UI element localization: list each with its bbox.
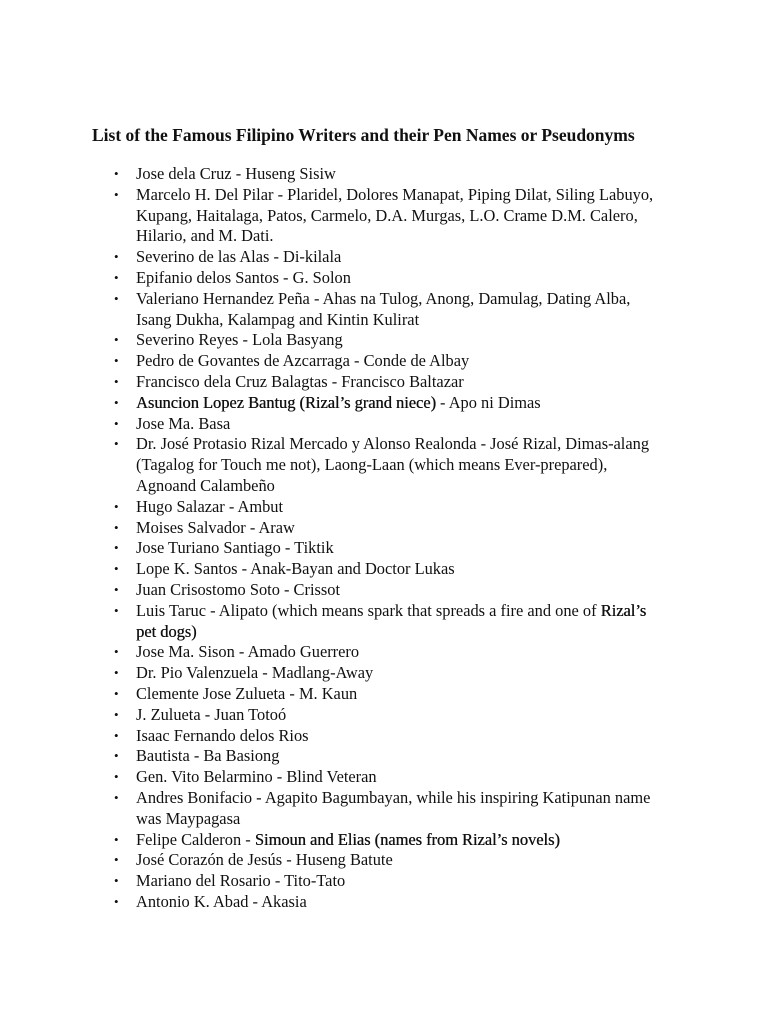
writer-name: Severino de las Alas: [136, 247, 270, 267]
writer-name: Asuncion Lopez Bantug (Rizal’s grand niece): [136, 392, 436, 412]
separator: -: [272, 767, 287, 787]
bullet-icon: •: [114, 893, 119, 909]
writer-name: Valeriano Hernandez Peña: [136, 288, 310, 308]
writer-name: Jose Turiano Santiago: [136, 538, 281, 558]
bullet-icon: •: [114, 290, 119, 306]
writer-name: Clemente Jose Zulueta: [136, 683, 286, 703]
pen-names: Plaridel, Dolores Manapat, Piping Dilat, Siling Labuyo, Kupang, Haitalaga, Patos, Carmelo, D.A. Murgas, L.O. Crame D.M. Calero, Hilario, and M. Dati.: [136, 184, 654, 246]
bullet-icon: •: [114, 831, 119, 847]
writer-name: Jose Ma. Sison: [136, 642, 235, 662]
separator: -: [273, 184, 288, 204]
pen-names: Francisco Baltazar: [341, 371, 464, 391]
pen-names-emphasis: Simoun and Elias (names from Rizal’s novels): [254, 829, 560, 849]
list-item: [0, 601, 656, 643]
list-item: [0, 185, 656, 247]
separator: -: [189, 746, 204, 766]
writer-name: Antonio K. Abad: [136, 891, 249, 911]
writer-name: Hugo Salazar: [136, 496, 225, 516]
separator: -: [279, 579, 294, 599]
list-item: [0, 372, 656, 393]
writer-name: Pedro de Govantes de Azcarraga: [136, 351, 350, 371]
bullet-icon: •: [114, 498, 119, 514]
separator: -: [269, 247, 284, 267]
writer-name: Bautista: [136, 746, 190, 766]
list-item: [0, 559, 656, 580]
writer-name: Epifanio delos Santos: [136, 267, 279, 287]
writer-name: Dr. Pio Valenzuela: [136, 663, 259, 683]
writer-name: Dr. José Protasio Rizal Mercado y Alonso Realonda: [136, 434, 477, 454]
separator: -: [241, 829, 255, 849]
separator: -: [327, 371, 342, 391]
list-item: [0, 497, 656, 518]
writer-name: Luis Taruc: [136, 600, 207, 620]
pen-names: Tiktik: [294, 538, 334, 558]
pen-names: Madlang-Away: [271, 663, 374, 683]
pen-names: Lola Basyang: [252, 330, 343, 350]
separator: -: [349, 351, 364, 371]
bullet-icon: •: [114, 186, 119, 202]
list-item: [0, 726, 656, 747]
separator: -: [200, 704, 215, 724]
pen-names-emphasis: Rizal’s pet dogs): [136, 600, 647, 641]
list-item: [0, 164, 656, 185]
separator: -: [278, 267, 293, 287]
pen-names: Huseng Batute: [295, 850, 393, 870]
list-item: [0, 414, 656, 435]
separator: -: [435, 392, 449, 412]
bullet-icon: •: [114, 394, 119, 410]
bullet-icon: •: [114, 269, 119, 285]
list-item: [0, 268, 656, 289]
bullet-icon: •: [114, 519, 119, 535]
list-item: [0, 705, 656, 726]
writer-name: Mariano del Rosario: [136, 871, 271, 891]
writer-name: Isaac Fernando delos Rios: [136, 725, 309, 745]
writer-name: Andres Bonifacio: [136, 787, 253, 807]
separator: -: [280, 538, 295, 558]
pen-names: Alipato (which means spark that spreads a fire and one of: [218, 600, 601, 620]
list-item: [0, 871, 656, 892]
bullet-icon: •: [114, 436, 119, 452]
separator: -: [224, 496, 238, 516]
bullet-icon: •: [114, 332, 119, 348]
writer-name: J. Zulueta: [136, 704, 201, 724]
list-item: [0, 538, 656, 559]
pen-names: Conde de Albay: [363, 351, 470, 371]
writer-name: Gen. Vito Belarmino: [136, 767, 273, 787]
bullet-icon: •: [114, 665, 119, 681]
list-item: [0, 247, 656, 268]
list-item: [0, 393, 656, 414]
writer-name: Severino Reyes: [136, 330, 239, 350]
list-item: [0, 892, 656, 913]
bullet-icon: •: [114, 415, 119, 431]
pen-names: Tito-Tato: [284, 871, 346, 891]
separator: -: [231, 164, 246, 183]
separator: -: [245, 517, 259, 537]
writer-name: Lope K. Santos: [136, 559, 238, 579]
pen-names: Crissot: [293, 579, 340, 599]
bullet-icon: •: [114, 373, 119, 389]
list-item: [0, 330, 656, 351]
pen-names: Juan Totoó: [214, 704, 287, 724]
writer-name: Jose Ma. Basa: [136, 413, 231, 433]
bullet-icon: •: [114, 249, 119, 265]
writer-name: Francisco dela Cruz Balagtas: [136, 371, 328, 391]
pen-names: Blind Veteran: [286, 767, 377, 787]
writer-name: Jose dela Cruz: [136, 164, 232, 183]
pen-names: Araw: [258, 517, 295, 537]
pen-names: Huseng Sisiw: [245, 164, 336, 183]
separator: -: [258, 663, 272, 683]
pen-names: Ba Basiong: [203, 746, 280, 766]
separator: -: [282, 850, 296, 870]
pen-names: M. Kaun: [298, 683, 358, 703]
pen-names: Anak-Bayan and Doctor Lukas: [250, 559, 455, 579]
separator: -: [252, 787, 265, 807]
pen-names: Akasia: [261, 891, 307, 911]
list-item: [0, 663, 656, 684]
list-item: [0, 434, 656, 496]
pen-names: Apo ni Dimas: [448, 392, 541, 412]
writer-name: Juan Crisostomo Soto: [136, 579, 280, 599]
bullet-icon: •: [114, 748, 119, 764]
pen-names: José Rizal, Dimas-alang (Tagalog for Touch me not), Laong-Laan (which means Ever-prepared), Agnoand Calambeño: [136, 434, 650, 495]
writer-list: [0, 164, 768, 913]
bullet-icon: •: [114, 873, 119, 889]
writer-name: Marcelo H. Del Pilar: [136, 184, 274, 204]
bullet-icon: •: [114, 685, 119, 701]
separator: -: [285, 683, 299, 703]
separator: -: [476, 434, 491, 454]
list-item: [0, 788, 656, 830]
pen-names: Amado Guerrero: [247, 642, 360, 662]
separator: -: [309, 288, 323, 308]
list-item: [0, 684, 656, 705]
list-item: [0, 830, 656, 851]
bullet-icon: •: [114, 581, 119, 597]
list-item: [0, 767, 656, 788]
separator: -: [238, 330, 253, 350]
bullet-icon: •: [114, 769, 119, 785]
bullet-icon: •: [114, 353, 119, 369]
separator: -: [248, 891, 262, 911]
bullet-icon: •: [114, 540, 119, 556]
pen-names: Ambut: [237, 496, 284, 516]
bullet-icon: •: [114, 727, 119, 743]
list-item: [0, 746, 656, 767]
list-item: [0, 580, 656, 601]
page-title: List of the Famous Filipino Writers and their Pen Names or Pseudonyms: [92, 125, 635, 145]
bullet-icon: •: [114, 602, 119, 618]
bullet-icon: •: [114, 852, 119, 868]
list-item: [0, 518, 656, 539]
separator: -: [237, 559, 251, 579]
pen-names: Ahas na Tulog, Anong, Damulag, Dating Alba, Isang Dukha, Kalampag and Kintin Kulirat: [136, 288, 631, 329]
bullet-icon: •: [114, 706, 119, 722]
bullet-icon: •: [114, 789, 119, 805]
separator: -: [234, 642, 248, 662]
writer-name: Moises Salvador: [136, 517, 246, 537]
writer-name: Felipe Calderon: [136, 829, 242, 849]
separator: -: [206, 600, 219, 620]
writer-name: José Corazón de Jesús: [136, 850, 283, 870]
list-item: [0, 289, 656, 331]
pen-names: Agapito Bagumbayan, while his inspiring Katipunan name was Maypagasa: [136, 787, 651, 828]
bullet-icon: •: [114, 166, 119, 181]
pen-names: G. Solon: [292, 267, 351, 287]
separator: -: [270, 871, 285, 891]
bullet-icon: •: [114, 561, 119, 577]
list-item: [0, 642, 656, 663]
pen-names: Di-kilala: [283, 247, 342, 267]
bullet-icon: •: [114, 644, 119, 660]
list-item: [0, 850, 656, 871]
list-item: [0, 351, 656, 372]
